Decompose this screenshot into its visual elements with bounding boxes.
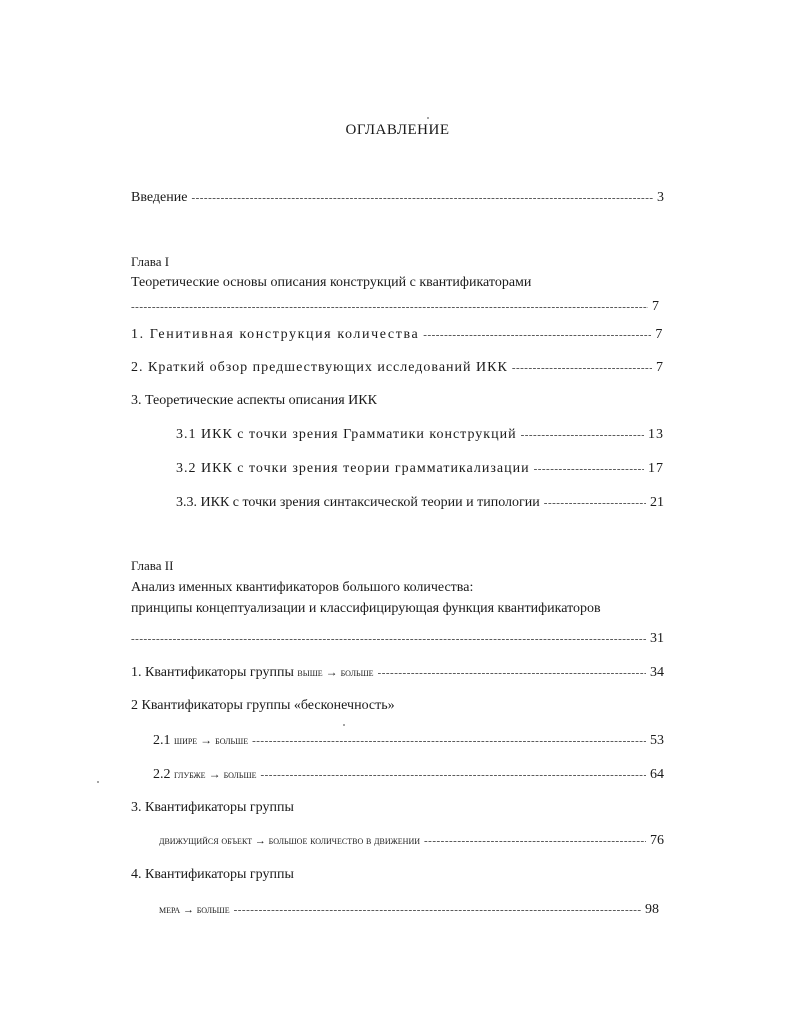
entry-label: Введение [131, 190, 188, 205]
toc-entry-1-3[interactable]: 3. Теоретические аспекты описания ИКК [131, 393, 377, 408]
leader-dots [544, 494, 646, 512]
entry-label-caps: мера → больше [159, 904, 230, 916]
leader-dots [423, 326, 651, 344]
toc-entry-1-3-3[interactable] [176, 494, 664, 512]
toc-entry-1-1[interactable] [131, 326, 664, 344]
leader-dots [252, 732, 646, 750]
entry-label: 1. Генитивная конструкция количества [131, 327, 420, 342]
toc-entry-chapter1[interactable] [131, 298, 659, 316]
entry-label: 3.2 ИКК с точки зрения теории грамматикализации [176, 461, 530, 476]
page-title: ОГЛАВЛЕНИЕ [345, 122, 450, 138]
toc-entry-introduction[interactable] [131, 189, 664, 207]
entry-page-number: 53 [650, 733, 664, 748]
chapter1-heading: Глава I [131, 254, 170, 269]
chapter2-heading: Глава II [131, 558, 174, 573]
toc-entry-1-3-2[interactable] [176, 460, 664, 478]
toc-entry-2-2-2[interactable] [153, 765, 664, 784]
entry-page-number: 7 [652, 299, 659, 314]
entry-page-number: 31 [650, 631, 664, 646]
chapter2-title-line1: Анализ именных квантификаторов большого количества: [131, 580, 474, 595]
entry-page-number: 64 [650, 767, 664, 782]
entry-page-number: 3 [657, 190, 664, 205]
chapter2-title-line2: принципы концептуализации и классифицирующая функция квантификаторов [131, 601, 601, 616]
leader-dots [521, 426, 644, 444]
entry-label-caps: шире → больше [174, 733, 249, 747]
toc-entry-2-2-1[interactable] [153, 731, 664, 750]
entry-label-text: 2.1 [153, 733, 174, 748]
entry-label [153, 765, 256, 784]
entry-label-text: 2.2 [153, 767, 174, 782]
entry-page-number: 76 [650, 833, 664, 848]
leader-dots [131, 298, 648, 316]
entry-page-number: 7 [656, 360, 664, 375]
chapter1-title: Теоретические основы описания конструкций с квантификаторами [131, 275, 532, 290]
entry-page-number: 13 [648, 427, 664, 442]
leader-dots [260, 766, 646, 784]
scan-speck [97, 781, 99, 783]
leader-dots [512, 359, 652, 377]
entry-page-number: 17 [648, 461, 664, 476]
entry-label-caps: глубже → больше [174, 767, 257, 781]
entry-label-caps: выше → больше [297, 665, 374, 679]
toc-entry-chapter2[interactable] [131, 630, 664, 648]
entry-label [131, 663, 374, 682]
entry-label-text: 1. Квантификаторы группы [131, 665, 298, 680]
toc-entry-2-1[interactable] [131, 663, 664, 682]
entry-label [153, 731, 248, 750]
entry-label: 2. Краткий обзор предшествующих исследований ИКК [131, 360, 508, 375]
entry-label: 3.1 ИКК с точки зрения Грамматики конструкций [176, 427, 517, 442]
toc-entry-2-2[interactable]: 2 Квантификаторы группы «бесконечность» [131, 698, 395, 713]
leader-dots [191, 189, 653, 207]
toc-entry-1-2[interactable] [131, 359, 664, 377]
entry-page-number: 7 [655, 327, 664, 342]
leader-dots [534, 460, 644, 478]
leader-dots [378, 664, 646, 682]
entry-label: 3.3. ИКК с точки зрения синтаксической теории и типологии [176, 495, 540, 510]
entry-label-caps: движущийся объект → большое количество в движении [159, 835, 421, 847]
toc-entry-2-3-caps[interactable] [159, 832, 664, 850]
entry-page-number: 34 [650, 665, 664, 680]
scan-speck [343, 724, 345, 726]
leader-dots [131, 630, 646, 648]
toc-entry-2-3[interactable]: 3. Квантификаторы группы [131, 800, 294, 815]
entry-page-number: 98 [645, 902, 659, 917]
toc-entry-2-4[interactable]: 4. Квантификаторы группы [131, 867, 294, 882]
scan-speck [427, 117, 429, 119]
leader-dots [234, 901, 641, 919]
leader-dots [424, 832, 646, 850]
toc-entry-1-3-1[interactable] [176, 426, 664, 444]
entry-page-number: 21 [650, 495, 664, 510]
toc-entry-2-4-caps[interactable] [159, 901, 659, 919]
